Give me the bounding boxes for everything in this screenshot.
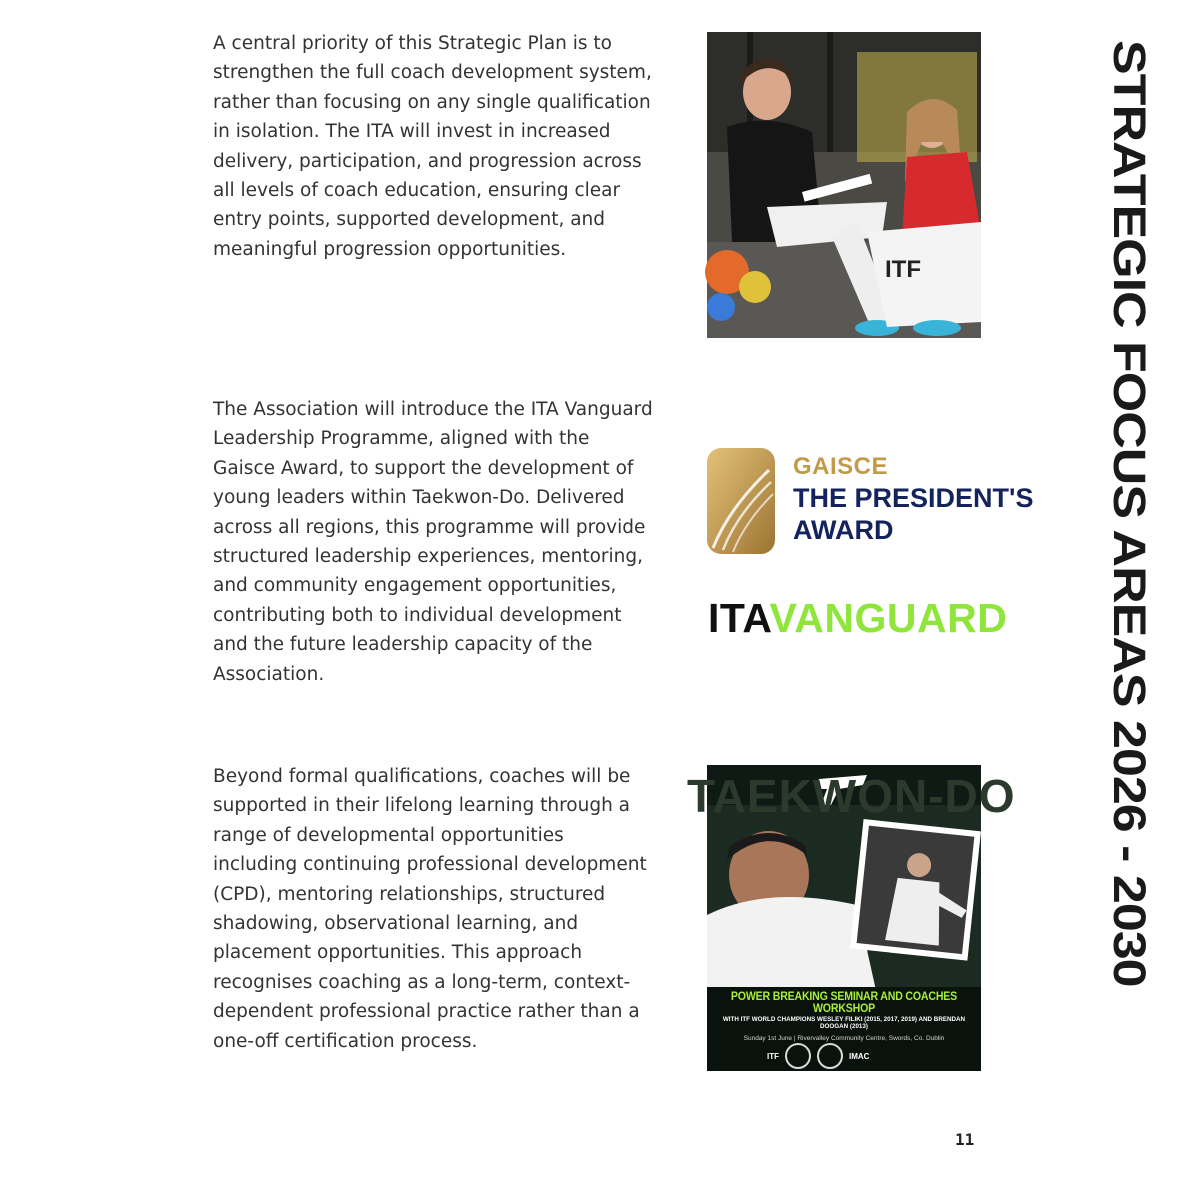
association-seal-icon — [817, 1043, 843, 1069]
coaching-session-photo — [707, 32, 981, 338]
section-title-vertical — [1099, 40, 1159, 987]
lifelong-learning-paragraph: Beyond formal qualifications, coaches will be supported in their lifelong learning through a range of developmental opportunities including continuing professional development (CPD), mentoring relationships, structured shadowing, observational learning, and placement opportunities. This approach recognises coaching as a long-term, context-dependent professional practice rather than a one-off certification process. — [213, 766, 647, 1052]
page-number: 11 — [955, 1130, 975, 1149]
poster-caption — [707, 991, 981, 1042]
gaisce-award-logo — [707, 448, 1047, 554]
gaisce-emblem-icon — [707, 448, 775, 554]
svg-text:ITF: ITF — [885, 256, 921, 283]
imac-logo-text: IMAC — [849, 1051, 870, 1061]
poster-footer-logos — [767, 1043, 869, 1069]
presidents-text: THE PRESIDENT'S — [793, 483, 1034, 513]
gaisce-title: GAISCE — [793, 453, 889, 480]
poster-subline: WITH ITF WORLD CHAMPIONS WESLEY FILIKI (2015, 2017, 2019) AND BRENDAN DOOGAN (2013) — [722, 1016, 966, 1030]
poster-headline: POWER BREAKING SEMINAR AND COACHES WORKSHOP — [730, 991, 958, 1015]
vanguard-programme-paragraph: The Association will introduce the ITA Vanguard Leadership Programme, aligned with the Gaisce Award, to support the development of young leaders within Taekwon-Do. Delivered across all regions, this programme will provide structured leadership experiences, mentoring, and community engagement opportunities, contributing both to individual development and the future leadership capacity of the Association. — [213, 399, 653, 685]
strategic-focus-title: STRATEGIC FOCUS AREAS 2026 - 2030 — [1103, 40, 1155, 987]
coach-development-paragraph: A central priority of this Strategic Plan is to strengthen the full coach development system, rather than focusing on any single qualification in isolation. The ITA will invest in increased delivery, participation, and progression across all levels of coach education, ensuring clear entry points, supported development, and meaningful progression opportunities. — [213, 33, 652, 260]
itf-logo-text: ITF — [767, 1051, 779, 1061]
ita-vanguard-logo — [708, 595, 1007, 642]
power-breaking-seminar-poster — [687, 765, 1016, 1071]
poster-date-location: Sunday 1st June | Rivervalley Community Centre, Swords, Co. Dublin — [743, 1035, 945, 1042]
vanguard-wordmark: VANGUARD — [769, 595, 1008, 641]
ita-wordmark: ITA — [708, 595, 770, 641]
poster-background-text: TAEKWON-DO — [687, 770, 1016, 822]
federation-seal-icon — [785, 1043, 811, 1069]
award-text: AWARD — [793, 515, 894, 545]
